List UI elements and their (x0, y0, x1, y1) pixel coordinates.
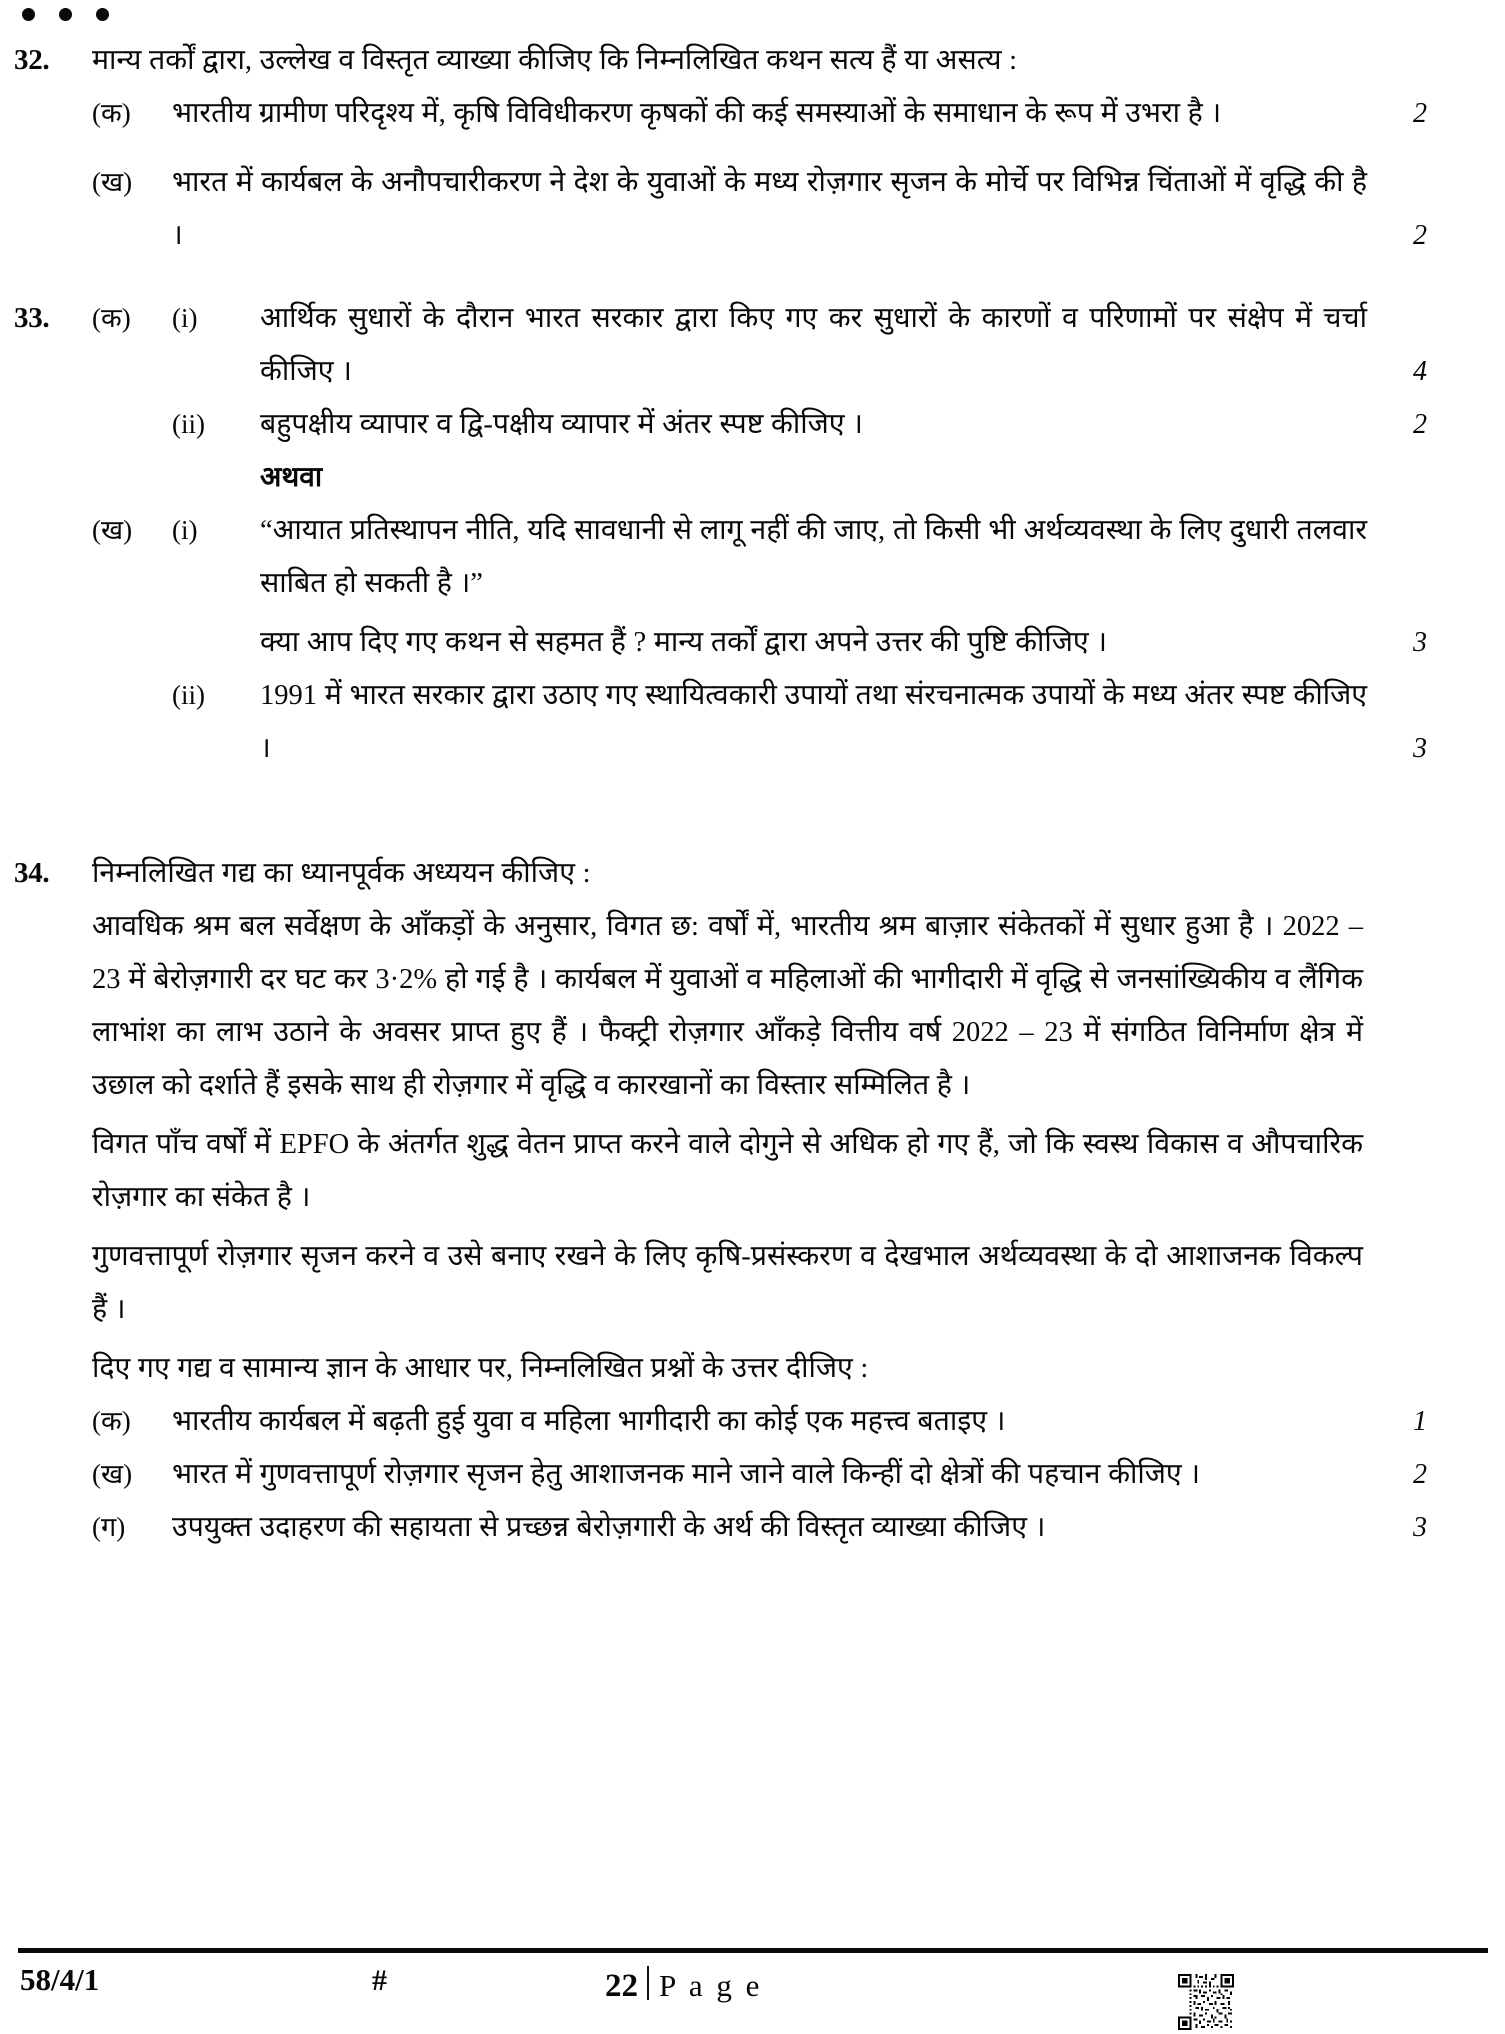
hash-mark: # (372, 1964, 387, 1997)
question-34-part-c-text: उपयुक्त उदाहरण की सहायता से प्रच्छन्न बेरोज़गारी के अर्थ की विस्तृत व्याख्या कीजिए । (172, 1512, 1046, 1543)
question-33-part-b-i-quote: “आयात प्रतिस्थापन नीति, यदि सावधानी से लागू नहीं की जाए, तो किसी भी अर्थव्यवस्था के लिए दुधारी तलवार साबित हो सकती है ।” (260, 515, 1367, 599)
bullet-dot-3 (96, 8, 109, 21)
question-33-number: 33. (14, 302, 50, 334)
question-33-part-b-i-row (0, 504, 1505, 669)
passage-paragraph-2: विगत पाँच वर्षों में EPFO के अंतर्गत शुद्ध वेतन प्राप्त करने वाले दोगुने से अधिक हो गए हैं, जो कि स्वस्थ विकास व औपचारिक रोज़गार का संकेत है । (92, 1129, 1363, 1213)
question-33-part-a-ii-label: (ii) (172, 409, 205, 439)
question-34-part-a-row (0, 1395, 1505, 1448)
question-34-number: 34. (14, 857, 50, 889)
question-34-passage-row (0, 900, 1505, 1395)
question-32-stem: मान्य तर्कों द्वारा, उल्लेख व विस्तृत व्याख्या कीजिए कि निम्नलिखित कथन सत्य हैं या असत्य : (92, 45, 1018, 76)
paper-code: 58/4/1 (20, 1962, 100, 1997)
question-34-stem-row (0, 847, 1505, 900)
page-footer (0, 1962, 1505, 2024)
bullet-dot-1 (22, 8, 35, 21)
question-33-part-a-ii-row (0, 398, 1505, 451)
bullet-dot-2 (59, 8, 72, 21)
question-33-part-b-label: (ख) (92, 515, 133, 545)
question-34-part-b-text: भारत में गुणवत्तापूर्ण रोज़गार सृजन हेतु आशाजनक माने जाने वाले किन्हीं दो क्षेत्रों की पहचान कीजिए । (172, 1459, 1201, 1490)
question-34-part-c-label: (ग) (92, 1512, 126, 1542)
question-33-part-a-i-label: (i) (172, 303, 198, 333)
qr-code-svg (1178, 1973, 1234, 2031)
question-33-part-a-label: (क) (92, 303, 131, 333)
question-33-part-b-i-textblock (260, 504, 1377, 669)
question-32-part-a-text: भारतीय ग्रामीण परिदृश्य में, कृषि विविधीकरण कृषकों की कई समस्याओं के समाधान के रूप में उभरा है । (172, 98, 1222, 129)
question-34-part-c-row (0, 1501, 1505, 1554)
gap-q32-q33 (0, 262, 1505, 292)
question-34-part-c-marks: 3 (1413, 1512, 1427, 1543)
passage-paragraph-1: आवधिक श्रम बल सर्वेक्षण के आँकड़ों के अनुसार, विगत छ: वर्षों में, भारतीय श्रम बाज़ार संकेतकों में सुधार हुआ है । 2022 – 23 में बेरोज़गारी दर घट कर 3·2% हो गई है । कार्यबल में युवाओं व महिलाओं की भागीदारी में वृद्धि से जनसांख्यिकीय व लैंगिक लाभांश का लाभ उठाने के अवसर प्राप्त हुए हैं । फैक्ट्री रोज़गार आँकड़े वित्तीय वर्ष 2022 – 23 में संगठित विनिर्माण क्षेत्र में उछाल को दर्शाते हैं इसके साथ ही रोज़गार में वृद्धि व कारखानों का विस्तार सम्मिलित है । (92, 911, 1363, 1101)
question-34-stem: निम्नलिखित गद्य का ध्यानपूर्वक अध्ययन कीजिए : (92, 858, 591, 889)
question-33-part-a-i-marks: 4 (1413, 356, 1427, 387)
passage-paragraph-3: गुणवत्तापूर्ण रोज़गार सृजन करने व उसे बनाए रखने के लिए कृषि-प्रसंस्करण व देखभाल अर्थव्यवस्था के दो आशाजनक विकल्प हैं । (92, 1241, 1363, 1325)
question-32-part-a-label: (क) (92, 98, 131, 128)
question-32-part-b-label: (ख) (92, 167, 133, 197)
question-32-part-b-text: भारत में कार्यबल के अनौपचारीकरण ने देश के युवाओं के मध्य रोज़गार सृजन के मोर्चे पर विभिन्न चिंताओं में वृद्धि की है । (172, 167, 1367, 251)
question-32-part-a-row (0, 87, 1505, 140)
question-32-part-b-marks: 2 (1413, 220, 1427, 251)
question-33-part-b-ii-row (0, 669, 1505, 775)
question-33-part-b-ii-text: 1991 में भारत सरकार द्वारा उठाए गए स्थायित्वकारी उपायों तथा संरचनात्मक उपायों के मध्य अंतर स्पष्ट कीजिए । (260, 680, 1367, 764)
question-33-or-row (0, 451, 1505, 504)
question-34-part-a-text: भारतीय कार्यबल में बढ़ती हुई युवा व महिला भागीदारी का कोई एक महत्त्व बताइए । (172, 1406, 1006, 1437)
question-34-part-b-row (0, 1448, 1505, 1501)
question-33-part-a-ii-text: बहुपक्षीय व्यापार व द्वि-पक्षीय व्यापार में अंतर स्पष्ट कीजिए । (260, 409, 863, 440)
question-33-part-b-i-followup: क्या आप दिए गए कथन से सहमत हैं ? मान्य तर्कों द्वारा अपने उत्तर की पुष्टि कीजिए । (260, 627, 1108, 658)
gap-q33-q34 (0, 775, 1505, 847)
footer-divider (18, 1948, 1488, 1953)
question-33-part-b-i-label: (i) (172, 515, 198, 545)
question-34-part-b-label: (ख) (92, 1459, 133, 1489)
question-33-part-b-i-marks: 3 (1413, 627, 1427, 658)
question-34-part-a-marks: 1 (1413, 1406, 1427, 1437)
question-33-part-b-ii-label: (ii) (172, 680, 205, 710)
page-number: 22 (605, 1968, 638, 2004)
question-33-part-a-i-text: आर्थिक सुधारों के दौरान भारत सरकार द्वारा किए गए कर सुधारों के कारणों व परिणामों पर संक्षेप में चर्चा कीजिए । (260, 303, 1367, 387)
question-32-part-b-row (0, 156, 1505, 262)
page-indicator (605, 1962, 762, 2005)
question-33-part-a-ii-marks: 2 (1413, 409, 1427, 440)
question-32-part-a-marks: 2 (1413, 98, 1427, 129)
question-32-number: 32. (14, 44, 50, 76)
question-34-part-a-label: (क) (92, 1406, 131, 1436)
question-33-part-b-ii-marks: 3 (1413, 733, 1427, 764)
question-content (0, 34, 1505, 1554)
question-33-part-a-i-row (0, 292, 1505, 398)
question-34-passage (92, 900, 1377, 1395)
question-33-or-label: अथवा (260, 462, 323, 493)
page-label: P a g e (659, 1968, 763, 2003)
question-34-part-b-marks: 2 (1413, 1459, 1427, 1490)
qr-code-icon (1178, 1973, 1234, 2031)
passage-instruction: दिए गए गद्य व सामान्य ज्ञान के आधार पर, निम्नलिखित प्रश्नों के उत्तर दीजिए : (92, 1353, 869, 1384)
question-32-stem-row (0, 34, 1505, 87)
top-bullet-dots (22, 8, 109, 21)
page-separator-bar (647, 1966, 649, 2000)
gap-32a-32b (0, 140, 1505, 156)
